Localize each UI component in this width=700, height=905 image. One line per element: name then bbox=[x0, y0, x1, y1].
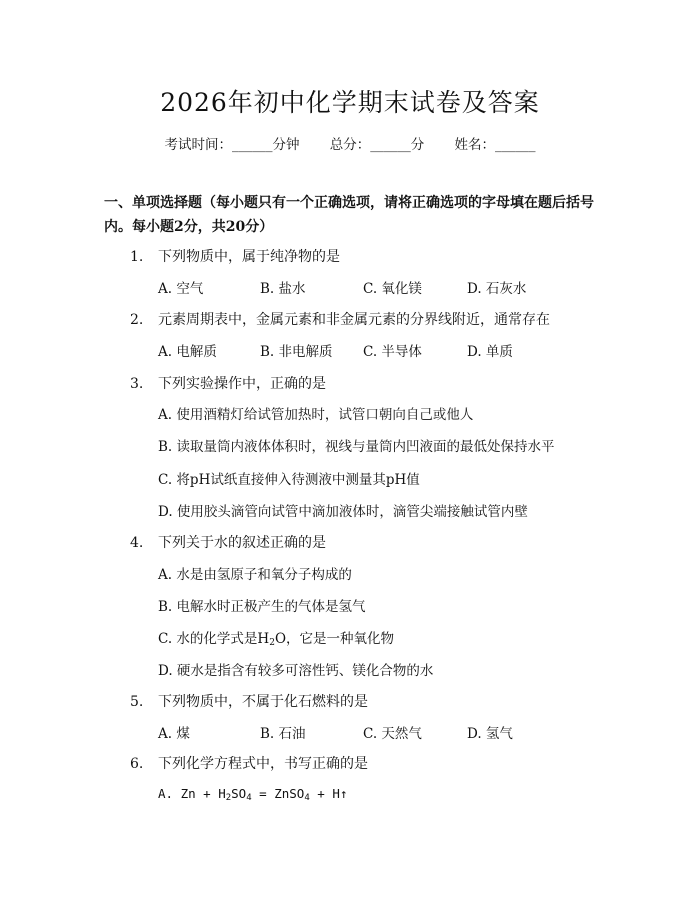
question-2 bbox=[130, 309, 550, 329]
option-a: A. 使用酒精灯给试管加热时，试管口朝向自己或他人 bbox=[158, 407, 474, 423]
option-c: C. 半导体 bbox=[363, 344, 422, 360]
option-b: B. 读取量筒内液体体积时，视线与量筒内凹液面的最低处保持水平 bbox=[158, 439, 555, 455]
option-a: A. 煤 bbox=[158, 726, 190, 742]
question-number: 3. bbox=[130, 376, 144, 392]
question-text: 下列物质中，不属于化石燃料的是 bbox=[158, 694, 368, 710]
eq-part: + H↑ bbox=[309, 786, 348, 801]
option-d: D. 单质 bbox=[467, 344, 513, 360]
option-a-equation bbox=[158, 786, 347, 803]
option-d: D. 石灰水 bbox=[467, 281, 527, 297]
question-5 bbox=[130, 691, 368, 711]
question-4 bbox=[130, 532, 326, 552]
eq-part: = ZnSO bbox=[251, 786, 305, 801]
option-c: C. 将pH试纸直接伸入待测液中测量其pH值 bbox=[158, 472, 420, 488]
question-number: 5. bbox=[130, 694, 144, 710]
question-3 bbox=[130, 373, 326, 393]
question-6 bbox=[130, 753, 368, 773]
exam-time-field: 考试时间：______分钟 bbox=[164, 137, 300, 153]
exam-info-line bbox=[0, 133, 700, 153]
option-a: A. 水是由氢原子和氧分子构成的 bbox=[158, 567, 352, 583]
option-c-tail: O，它是一种氧化物 bbox=[274, 631, 395, 647]
subscript: 4 bbox=[246, 793, 252, 803]
option-d: D. 氢气 bbox=[467, 726, 513, 742]
question-number: 4. bbox=[130, 535, 144, 551]
option-b: B. 非电解质 bbox=[260, 344, 333, 360]
student-name-field: 姓名：______ bbox=[454, 137, 536, 153]
option-c: C. 氧化镁 bbox=[363, 281, 422, 297]
option-a: A. 空气 bbox=[158, 281, 204, 297]
question-text: 元素周期表中，金属元素和非金属元素的分界线附近，通常存在 bbox=[158, 312, 550, 328]
question-number: 6. bbox=[130, 756, 144, 772]
subscript: 4 bbox=[304, 793, 310, 803]
option-b: B. 石油 bbox=[260, 726, 306, 742]
option-b: B. 盐水 bbox=[260, 281, 306, 297]
option-c bbox=[158, 627, 394, 648]
question-number: 1. bbox=[130, 249, 144, 265]
option-d: D. 硬水是指含有较多可溶性钙、镁化合物的水 bbox=[158, 663, 434, 679]
option-a: A. 电解质 bbox=[158, 344, 217, 360]
page-title: 2026年初中化学期末试卷及答案 bbox=[160, 88, 540, 117]
option-c: C. 天然气 bbox=[363, 726, 422, 742]
subscript: 2 bbox=[225, 793, 232, 803]
question-text: 下列关于水的叙述正确的是 bbox=[158, 535, 326, 551]
question-1 bbox=[130, 246, 340, 266]
option-b: B. 电解水时正极产生的气体是氢气 bbox=[158, 599, 366, 615]
option-c-text: C. 水的化学式是H bbox=[158, 631, 270, 647]
question-number: 2. bbox=[130, 312, 144, 328]
subscript: 2 bbox=[269, 638, 275, 648]
question-text: 下列化学方程式中，书写正确的是 bbox=[158, 756, 368, 772]
total-score-field: 总分：______分 bbox=[329, 137, 425, 153]
option-d: D. 使用胶头滴管向试管中滴加液体时，滴管尖端接触试管内壁 bbox=[158, 504, 528, 520]
question-text: 下列实验操作中，正确的是 bbox=[158, 376, 326, 392]
eq-part: SO bbox=[231, 786, 247, 801]
eq-part: A. Zn + H bbox=[158, 786, 226, 801]
section-heading: 一、单项选择题（每小题只有一个正确选项，请将正确选项的字母填在题后括号内。每小题2分，共20分） bbox=[104, 195, 594, 235]
question-text: 下列物质中，属于纯净物的是 bbox=[158, 249, 340, 265]
